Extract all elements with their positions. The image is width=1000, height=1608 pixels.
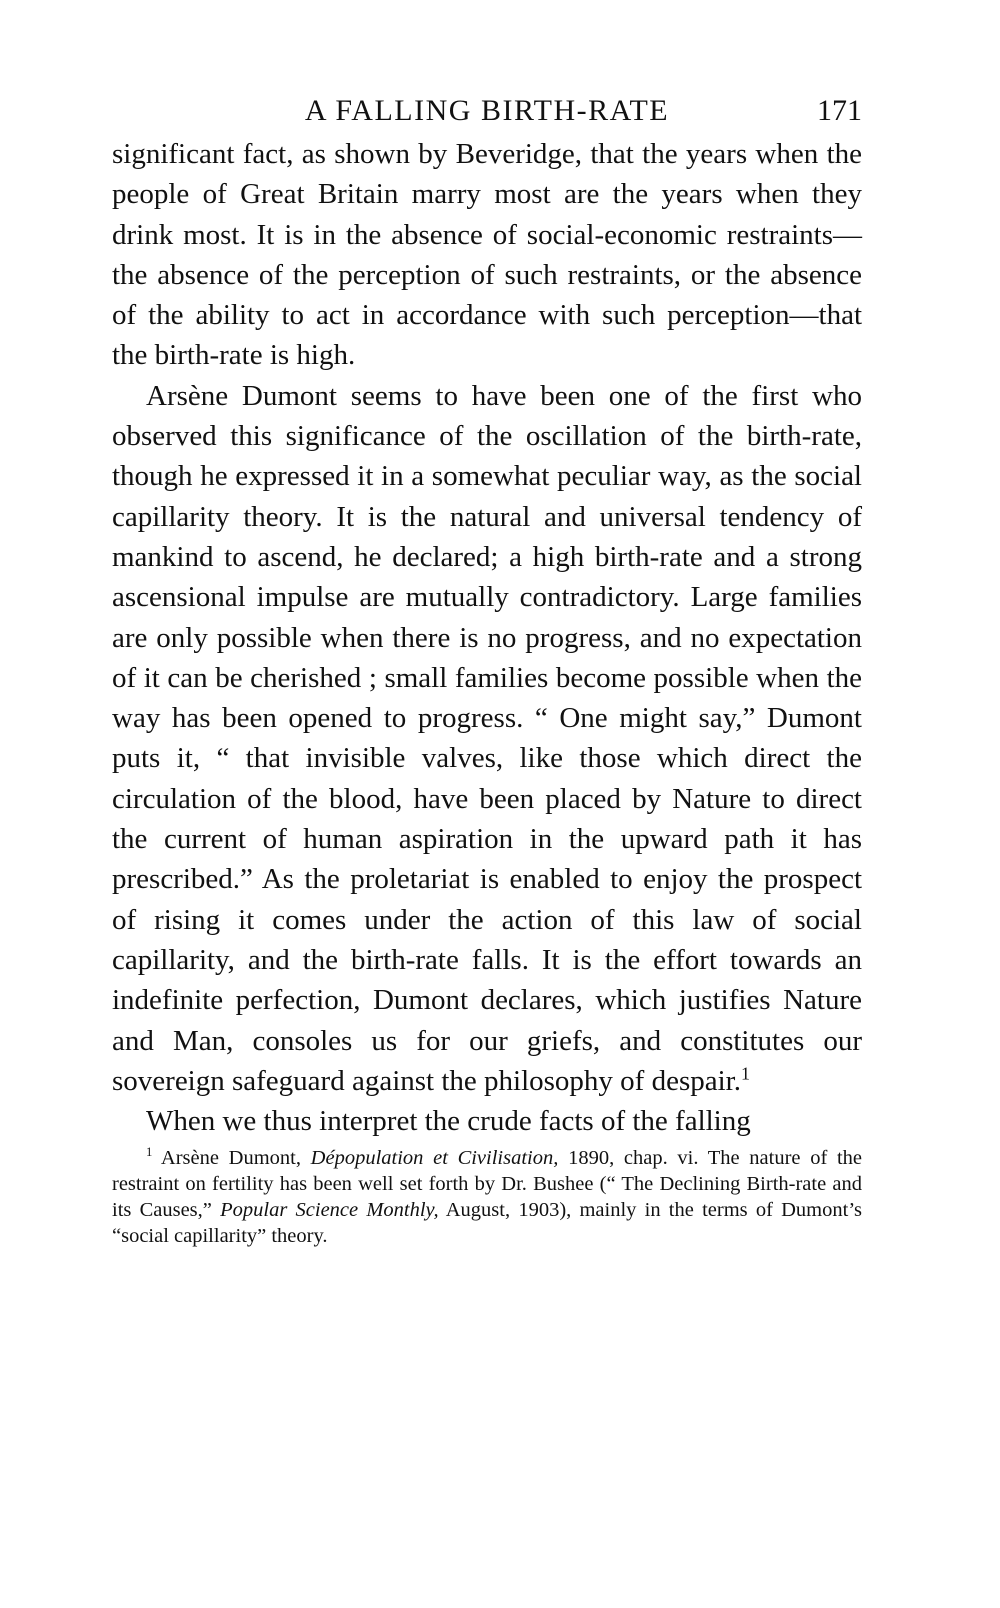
footnotes <box>112 1145 862 1249</box>
footnote-text-2: August, 1903), mainly in the terms of Dumont’s “social capillarity” theory. <box>112 1199 862 1248</box>
footnote-journal: Popular Science Monthly, <box>220 1199 439 1222</box>
paragraph-continued: significant fact, as shown by Beveridge, that the years when the people of Great Britain marry most are the years when they drink most. It is in the absence of social-economic restraints—the absence of the perception of such restraints, or the absence of the ability to act in accordance with such perception—that the birth-rate is high. <box>112 138 862 372</box>
running-head: A FALLING BIRTH-RATE <box>304 94 670 127</box>
page-header <box>112 88 862 134</box>
footnote-reference: 1 <box>740 1063 750 1084</box>
book-page <box>112 88 862 1249</box>
paragraph-interpret: When we thus interpret the crude facts of the falling <box>146 1105 751 1138</box>
body-text <box>112 134 862 1141</box>
footnote-author: Arsène Dumont, <box>160 1147 301 1170</box>
footnote-text-1: 1890, chap. vi. The nature of the restraint on fertility has been well set forth by Dr. Bushee (“ The Declining Birth-rate and its Causes,” <box>112 1147 863 1222</box>
paragraph-dumont <box>112 376 862 1101</box>
page-number: 171 <box>817 94 862 127</box>
paragraph-dumont-text: Arsène Dumont seems to have been one of the first who observed this significance of the oscillation of the birth-rate, though he expressed it in a somewhat peculiar way, as the social capillarity theory. It is the natural and universal tendency of mankind to ascend, he declared; a high birth-rate and a strong ascensional impulse are mutually contradictory. Large families are only possible when there is no progress, and no expectation of it can be cherished ; small families become possible when the way has been opened to progress. “ One might say,” Dumont puts it, “ that invisible valves, like those which direct the circulation of the blood, have been placed by Nature to direct the current of human aspiration in the upward path it has prescribed.” As the proletariat is enabled to enjoy the prospect of rising it comes under the action of this law of social capillarity, and the birth-rate falls. It is the effort towards an indefinite perfection, Dumont declares, which justifies Nature and Man, consoles us for our griefs, and constitutes our sovereign safeguard against the philosophy of despair. <box>112 379 862 1097</box>
footnote-book-title: Dépopulation et Civilisation, <box>310 1147 559 1170</box>
footnote-mark: 1 <box>146 1145 153 1160</box>
footnote-1 <box>112 1145 862 1249</box>
